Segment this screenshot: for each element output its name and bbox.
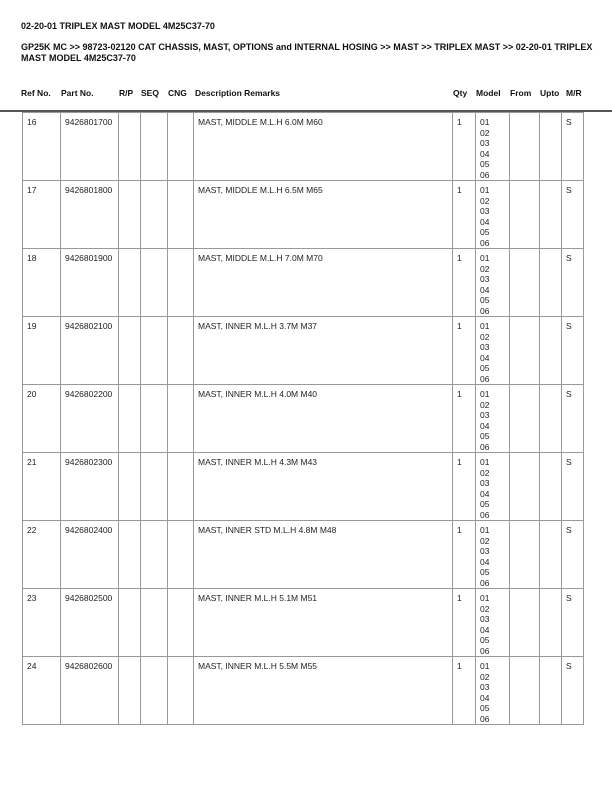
cell-seq bbox=[141, 317, 168, 385]
cell-qty: 1 bbox=[453, 249, 476, 317]
cell-from bbox=[510, 657, 540, 725]
model-code: 02 bbox=[480, 399, 490, 410]
model-code: 05 bbox=[480, 431, 490, 441]
model-code: 03 bbox=[480, 682, 490, 692]
cell-part-no: 9426801700 bbox=[61, 113, 119, 181]
cell-part-no: 9426802400 bbox=[61, 521, 119, 589]
cell-qty: 1 bbox=[453, 657, 476, 725]
model-code: 04 bbox=[480, 488, 490, 499]
model-code: 04 bbox=[480, 692, 490, 703]
cell-description: MAST, INNER M.L.H 4.3M M43 bbox=[194, 453, 453, 521]
cell-ref-no: 16 bbox=[23, 113, 61, 181]
cell-mr: S bbox=[562, 657, 584, 725]
cell-rp bbox=[119, 249, 141, 317]
model-code: 04 bbox=[480, 420, 490, 431]
column-header: From bbox=[510, 88, 532, 98]
model-code: 01 bbox=[480, 661, 490, 671]
cell-seq bbox=[141, 385, 168, 453]
cell-ref-no: 20 bbox=[23, 385, 61, 453]
cell-upto bbox=[540, 657, 562, 725]
cell-part-no: 9426802500 bbox=[61, 589, 119, 657]
cell-description: MAST, MIDDLE M.L.H 6.0M M60 bbox=[194, 113, 453, 181]
cell-rp bbox=[119, 181, 141, 249]
model-code: 06 bbox=[480, 305, 490, 316]
cell-cng bbox=[168, 657, 194, 725]
model-code: 03 bbox=[480, 206, 490, 216]
cell-upto bbox=[540, 453, 562, 521]
cell-from bbox=[510, 181, 540, 249]
model-code: 05 bbox=[480, 159, 490, 169]
cell-from bbox=[510, 521, 540, 589]
model-code: 03 bbox=[480, 342, 490, 352]
cell-model bbox=[476, 589, 510, 657]
cell-upto bbox=[540, 521, 562, 589]
model-code: 05 bbox=[480, 295, 490, 305]
cell-ref-no: 19 bbox=[23, 317, 61, 385]
cell-cng bbox=[168, 317, 194, 385]
cell-cng bbox=[168, 521, 194, 589]
cell-part-no: 9426801800 bbox=[61, 181, 119, 249]
cell-part-no: 9426802100 bbox=[61, 317, 119, 385]
cell-upto bbox=[540, 385, 562, 453]
model-code: 05 bbox=[480, 363, 490, 373]
model-code: 03 bbox=[480, 138, 490, 148]
cell-mr: S bbox=[562, 521, 584, 589]
cell-qty: 1 bbox=[453, 385, 476, 453]
model-code: 01 bbox=[480, 185, 490, 195]
column-header: Qty bbox=[453, 88, 468, 98]
cell-qty: 1 bbox=[453, 317, 476, 385]
breadcrumb: GP25K MC >> 98723-02120 CAT CHASSIS, MAST, OPTIONS and INTERNAL HOSING >> MAST >> TRIPLEX MAST >> 02-20-01 TRIPLEX MAST MODEL 4M25C37-70 bbox=[21, 42, 593, 63]
model-code: 06 bbox=[480, 645, 490, 656]
cell-from bbox=[510, 453, 540, 521]
cell-from bbox=[510, 385, 540, 453]
cell-upto bbox=[540, 317, 562, 385]
model-code: 02 bbox=[480, 263, 490, 274]
model-code: 05 bbox=[480, 703, 490, 713]
cell-seq bbox=[141, 589, 168, 657]
cell-description: MAST, INNER M.L.H 3.7M M37 bbox=[194, 317, 453, 385]
cell-model bbox=[476, 521, 510, 589]
table-row bbox=[23, 181, 584, 249]
cell-seq bbox=[141, 113, 168, 181]
cell-qty: 1 bbox=[453, 181, 476, 249]
model-code: 03 bbox=[480, 274, 490, 284]
model-code: 01 bbox=[480, 457, 490, 467]
cell-rp bbox=[119, 453, 141, 521]
cell-seq bbox=[141, 521, 168, 589]
model-code: 01 bbox=[480, 525, 490, 535]
cell-qty: 1 bbox=[453, 453, 476, 521]
cell-from bbox=[510, 249, 540, 317]
column-header: Upto bbox=[540, 88, 560, 98]
cell-model bbox=[476, 249, 510, 317]
cell-description: MAST, INNER STD M.L.H 4.8M M48 bbox=[194, 521, 453, 589]
cell-mr: S bbox=[562, 453, 584, 521]
cell-model bbox=[476, 317, 510, 385]
model-code: 03 bbox=[480, 478, 490, 488]
model-code: 06 bbox=[480, 713, 490, 724]
cell-ref-no: 24 bbox=[23, 657, 61, 725]
cell-rp bbox=[119, 657, 141, 725]
cell-cng bbox=[168, 181, 194, 249]
cell-cng bbox=[168, 249, 194, 317]
cell-part-no: 9426802200 bbox=[61, 385, 119, 453]
model-code: 05 bbox=[480, 567, 490, 577]
table-row bbox=[23, 453, 584, 521]
model-code: 06 bbox=[480, 441, 490, 452]
model-code: 02 bbox=[480, 467, 490, 478]
cell-ref-no: 23 bbox=[23, 589, 61, 657]
model-code: 04 bbox=[480, 148, 490, 159]
page-title: 02-20-01 TRIPLEX MAST MODEL 4M25C37-70 bbox=[21, 21, 215, 31]
cell-seq bbox=[141, 657, 168, 725]
cell-upto bbox=[540, 249, 562, 317]
cell-upto bbox=[540, 589, 562, 657]
model-code: 06 bbox=[480, 509, 490, 520]
cell-cng bbox=[168, 453, 194, 521]
cell-cng bbox=[168, 589, 194, 657]
model-code: 04 bbox=[480, 624, 490, 635]
cell-ref-no: 18 bbox=[23, 249, 61, 317]
model-code: 01 bbox=[480, 389, 490, 399]
cell-description: MAST, INNER M.L.H 5.1M M51 bbox=[194, 589, 453, 657]
cell-qty: 1 bbox=[453, 589, 476, 657]
column-header: R/P bbox=[119, 88, 134, 98]
model-code: 06 bbox=[480, 373, 490, 384]
table-row bbox=[23, 317, 584, 385]
model-code: 05 bbox=[480, 635, 490, 645]
column-header: SEQ bbox=[141, 88, 159, 98]
column-header: Model bbox=[476, 88, 501, 98]
cell-seq bbox=[141, 181, 168, 249]
table-row bbox=[23, 521, 584, 589]
cell-seq bbox=[141, 453, 168, 521]
cell-cng bbox=[168, 385, 194, 453]
column-header: Part No. bbox=[61, 88, 94, 98]
model-code: 03 bbox=[480, 546, 490, 556]
table-row bbox=[23, 113, 584, 181]
model-code: 04 bbox=[480, 216, 490, 227]
parts-table bbox=[22, 112, 584, 725]
column-header: CNG bbox=[168, 88, 187, 98]
cell-mr: S bbox=[562, 317, 584, 385]
column-header: Description Remarks bbox=[195, 88, 281, 98]
cell-mr: S bbox=[562, 249, 584, 317]
model-code: 02 bbox=[480, 331, 490, 342]
cell-qty: 1 bbox=[453, 521, 476, 589]
cell-ref-no: 22 bbox=[23, 521, 61, 589]
cell-ref-no: 17 bbox=[23, 181, 61, 249]
cell-part-no: 9426802600 bbox=[61, 657, 119, 725]
table-row bbox=[23, 385, 584, 453]
cell-upto bbox=[540, 113, 562, 181]
model-code: 01 bbox=[480, 321, 490, 331]
model-code: 02 bbox=[480, 671, 490, 682]
model-code: 02 bbox=[480, 535, 490, 546]
cell-qty: 1 bbox=[453, 113, 476, 181]
cell-cng bbox=[168, 113, 194, 181]
model-code: 01 bbox=[480, 253, 490, 263]
model-code: 02 bbox=[480, 603, 490, 614]
cell-rp bbox=[119, 385, 141, 453]
model-code: 05 bbox=[480, 499, 490, 509]
cell-mr: S bbox=[562, 113, 584, 181]
cell-rp bbox=[119, 113, 141, 181]
cell-from bbox=[510, 589, 540, 657]
cell-description: MAST, MIDDLE M.L.H 6.5M M65 bbox=[194, 181, 453, 249]
cell-description: MAST, MIDDLE M.L.H 7.0M M70 bbox=[194, 249, 453, 317]
cell-model bbox=[476, 181, 510, 249]
cell-upto bbox=[540, 181, 562, 249]
column-header: Ref No. bbox=[21, 88, 51, 98]
table-row bbox=[23, 657, 584, 725]
cell-from bbox=[510, 113, 540, 181]
cell-rp bbox=[119, 317, 141, 385]
model-code: 01 bbox=[480, 593, 490, 603]
column-header: M/R bbox=[566, 88, 582, 98]
cell-mr: S bbox=[562, 589, 584, 657]
cell-description: MAST, INNER M.L.H 5.5M M55 bbox=[194, 657, 453, 725]
cell-mr: S bbox=[562, 385, 584, 453]
model-code: 06 bbox=[480, 577, 490, 588]
cell-seq bbox=[141, 249, 168, 317]
cell-ref-no: 21 bbox=[23, 453, 61, 521]
model-code: 03 bbox=[480, 410, 490, 420]
cell-from bbox=[510, 317, 540, 385]
cell-mr: S bbox=[562, 181, 584, 249]
cell-rp bbox=[119, 589, 141, 657]
model-code: 02 bbox=[480, 195, 490, 206]
cell-description: MAST, INNER M.L.H 4.0M M40 bbox=[194, 385, 453, 453]
cell-model bbox=[476, 453, 510, 521]
cell-rp bbox=[119, 521, 141, 589]
cell-model bbox=[476, 385, 510, 453]
model-code: 04 bbox=[480, 284, 490, 295]
model-code: 02 bbox=[480, 127, 490, 138]
table-row bbox=[23, 249, 584, 317]
cell-model bbox=[476, 657, 510, 725]
model-code: 01 bbox=[480, 117, 490, 127]
table-row bbox=[23, 589, 584, 657]
model-code: 03 bbox=[480, 614, 490, 624]
model-code: 04 bbox=[480, 556, 490, 567]
cell-part-no: 9426802300 bbox=[61, 453, 119, 521]
model-code: 06 bbox=[480, 237, 490, 248]
model-code: 06 bbox=[480, 169, 490, 180]
model-code: 04 bbox=[480, 352, 490, 363]
cell-model bbox=[476, 113, 510, 181]
cell-part-no: 9426801900 bbox=[61, 249, 119, 317]
model-code: 05 bbox=[480, 227, 490, 237]
